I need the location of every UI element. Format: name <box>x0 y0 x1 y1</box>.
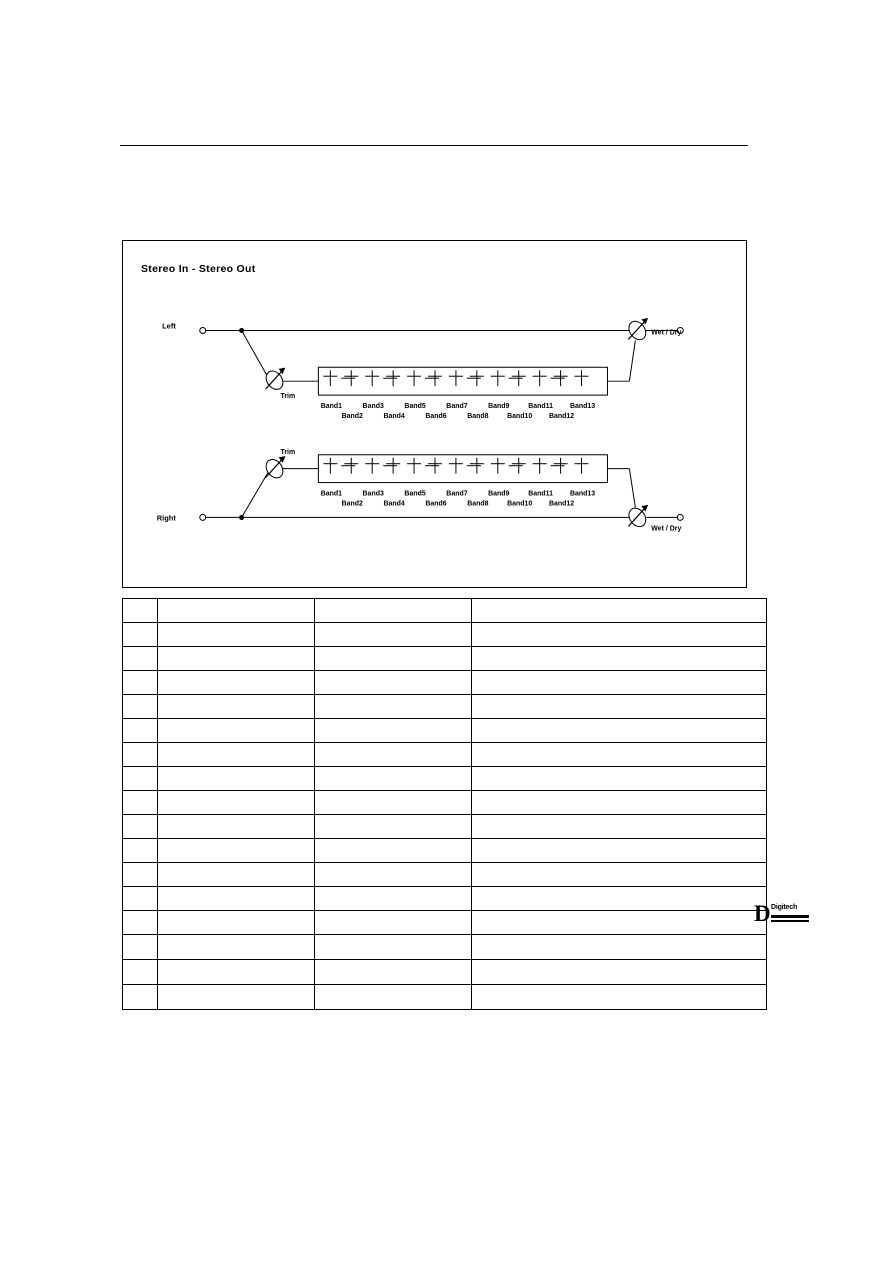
left-band-block <box>318 367 607 395</box>
svg-text:Band2: Band2 <box>341 500 363 508</box>
parameter-name-cell <box>158 815 315 839</box>
table-row <box>123 911 767 935</box>
svg-text:Band11: Band11 <box>528 490 554 498</box>
table-row <box>123 695 767 719</box>
parameter-range-cell <box>315 671 472 695</box>
row-number-cell <box>123 767 158 791</box>
svg-text:Band10: Band10 <box>507 412 533 420</box>
parameter-range-cell <box>315 743 472 767</box>
table-row <box>123 791 767 815</box>
trim-upper-label: Trim <box>280 393 296 401</box>
row-number-cell <box>123 719 158 743</box>
parameter-range-cell <box>315 863 472 887</box>
table-row <box>123 599 767 623</box>
parameter-description-cell <box>472 887 767 911</box>
table-row <box>123 960 767 985</box>
row-number-cell <box>123 599 158 623</box>
left-band-labels-bottom <box>342 413 575 420</box>
parameter-range-cell <box>315 647 472 671</box>
right-input-node <box>200 514 206 520</box>
parameter-name-cell <box>158 623 315 647</box>
signal-flow-diagram <box>122 240 747 588</box>
row-number-cell <box>123 863 158 887</box>
logo-bar-secondary <box>771 920 809 922</box>
parameter-range-cell <box>315 887 472 911</box>
svg-text:Band8: Band8 <box>467 412 489 420</box>
svg-text:Band12: Band12 <box>549 412 575 420</box>
svg-text:Band4: Band4 <box>383 412 405 420</box>
svg-text:Band3: Band3 <box>362 490 384 498</box>
svg-text:Band5: Band5 <box>404 490 426 498</box>
parameter-description-cell <box>472 719 767 743</box>
svg-text:Band3: Band3 <box>362 403 384 411</box>
parameter-name-cell <box>158 887 315 911</box>
parameter-name-cell <box>158 985 315 1010</box>
diagram-title: Stereo In - Stereo Out <box>141 263 256 275</box>
parameter-description-cell <box>472 767 767 791</box>
right-split-node <box>239 515 244 520</box>
svg-text:Band5: Band5 <box>404 403 426 411</box>
parameter-description-cell <box>472 839 767 863</box>
svg-text:Band1: Band1 <box>320 403 342 411</box>
parameter-description-cell <box>472 671 767 695</box>
parameter-description-cell <box>472 863 767 887</box>
parameter-description-cell <box>472 791 767 815</box>
left-input-label: Left <box>162 321 176 331</box>
parameter-name-cell <box>158 647 315 671</box>
parameter-range-cell <box>315 719 472 743</box>
right-band-block <box>318 455 607 483</box>
parameter-name-cell <box>158 839 315 863</box>
parameter-name-cell <box>158 767 315 791</box>
svg-text:Band4: Band4 <box>383 500 405 508</box>
parameter-description-cell <box>472 960 767 985</box>
row-number-cell <box>123 960 158 985</box>
row-number-cell <box>123 911 158 935</box>
brand-logo <box>754 902 810 930</box>
trim-lower-label: Trim <box>280 448 296 456</box>
parameter-name-cell <box>158 719 315 743</box>
parameter-range-cell <box>315 599 472 623</box>
left-band-labels-top <box>321 403 596 410</box>
svg-text:Band9: Band9 <box>488 403 510 411</box>
logo-bar-primary <box>771 915 809 918</box>
right-output-node <box>677 514 683 520</box>
wet-dry-upper-label: Wet / Dry <box>651 329 682 337</box>
parameter-name-cell <box>158 743 315 767</box>
parameter-range-cell <box>315 911 472 935</box>
table-row <box>123 815 767 839</box>
parameter-description-cell <box>472 911 767 935</box>
table-row <box>123 839 767 863</box>
parameter-range-cell <box>315 623 472 647</box>
parameter-description-cell <box>472 647 767 671</box>
row-number-cell <box>123 887 158 911</box>
table-row <box>123 719 767 743</box>
parameter-description-cell <box>472 743 767 767</box>
right-input-label: Right <box>156 513 176 523</box>
row-number-cell <box>123 695 158 719</box>
parameter-name-cell <box>158 671 315 695</box>
svg-text:Band6: Band6 <box>425 500 447 508</box>
parameter-description-cell <box>472 623 767 647</box>
parameter-description-cell <box>472 599 767 623</box>
parameter-description-cell <box>472 935 767 960</box>
parameter-name-cell <box>158 960 315 985</box>
logo-letter: D <box>754 901 771 926</box>
table-row <box>123 671 767 695</box>
row-number-cell <box>123 671 158 695</box>
svg-text:Band1: Band1 <box>320 490 342 498</box>
row-number-cell <box>123 743 158 767</box>
svg-text:Band7: Band7 <box>446 490 468 498</box>
row-number-cell <box>123 985 158 1010</box>
table-row <box>123 985 767 1010</box>
row-number-cell <box>123 791 158 815</box>
table-row <box>123 623 767 647</box>
trim-lower-control <box>263 456 287 481</box>
parameter-description-cell <box>472 815 767 839</box>
parameter-range-cell <box>315 767 472 791</box>
parameter-name-cell <box>158 935 315 960</box>
header-divider <box>120 145 748 146</box>
svg-text:Band6: Band6 <box>425 412 447 420</box>
table-row <box>123 887 767 911</box>
parameter-table <box>122 598 767 1010</box>
parameter-range-cell <box>315 815 472 839</box>
svg-text:Band11: Band11 <box>528 403 554 411</box>
parameter-name-cell <box>158 695 315 719</box>
row-number-cell <box>123 935 158 960</box>
table-row <box>123 743 767 767</box>
svg-text:Band8: Band8 <box>467 500 489 508</box>
svg-text:Band7: Band7 <box>446 403 468 411</box>
diagram-graphics <box>123 241 746 587</box>
svg-text:Band10: Band10 <box>507 500 533 508</box>
svg-text:Band13: Band13 <box>569 403 596 411</box>
parameter-name-cell <box>158 863 315 887</box>
svg-text:Band2: Band2 <box>341 412 363 420</box>
row-number-cell <box>123 623 158 647</box>
left-input-node <box>200 328 206 334</box>
parameter-name-cell <box>158 599 315 623</box>
parameter-description-cell <box>472 985 767 1010</box>
row-number-cell <box>123 839 158 863</box>
parameter-range-cell <box>315 935 472 960</box>
parameter-name-cell <box>158 911 315 935</box>
table-row <box>123 767 767 791</box>
parameter-range-cell <box>315 960 472 985</box>
parameter-range-cell <box>315 985 472 1010</box>
right-band-labels-bottom <box>342 500 575 507</box>
parameter-range-cell <box>315 839 472 863</box>
logo-wordmark: Digitech <box>771 904 798 911</box>
right-band-labels-top <box>321 491 596 498</box>
svg-text:Band9: Band9 <box>488 490 510 498</box>
row-number-cell <box>123 815 158 839</box>
table-row <box>123 863 767 887</box>
parameter-range-cell <box>315 695 472 719</box>
parameter-name-cell <box>158 791 315 815</box>
table-row <box>123 647 767 671</box>
parameter-range-cell <box>315 791 472 815</box>
row-number-cell <box>123 647 158 671</box>
trim-upper-control <box>263 368 287 393</box>
svg-text:Band13: Band13 <box>569 490 596 498</box>
table-row <box>123 935 767 960</box>
wet-dry-lower-label: Wet / Dry <box>651 525 682 533</box>
svg-text:Band12: Band12 <box>549 500 575 508</box>
parameter-description-cell <box>472 695 767 719</box>
